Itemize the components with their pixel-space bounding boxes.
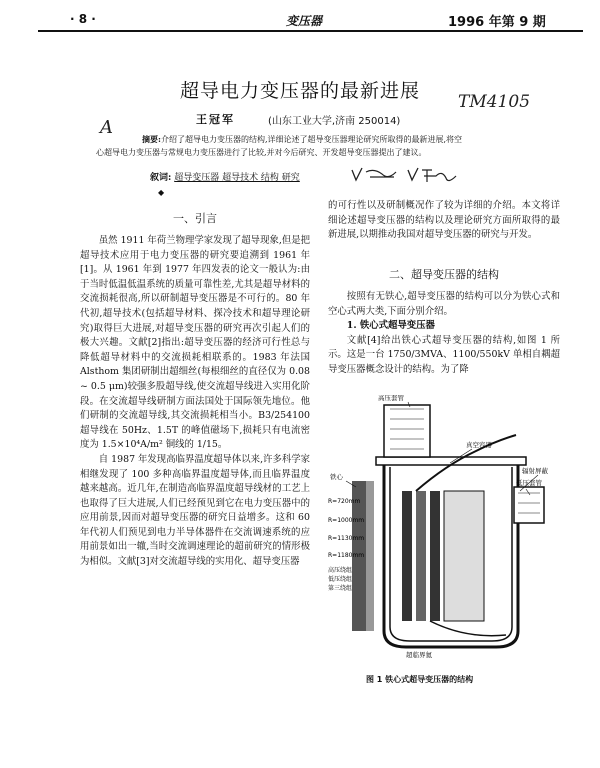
label-hv-bushing: 高压套管 (378, 395, 404, 402)
catalog-handwriting: TM4105 (458, 92, 531, 112)
abstract-text-1: 介绍了超导电力变压器的结构,详细论述了超导变压器理论研究所取得的最新进展,将空 (160, 135, 463, 144)
section2-paragraph-1: 按照有无铁心,超导变压器的结构可以分为铁心式和空心式两大类,下面分别介绍。 (328, 291, 560, 317)
winding-middle (416, 491, 426, 621)
abstract-block (96, 133, 546, 159)
figure-caption: 图 1 铁心式超导变压器的结构 (366, 675, 474, 684)
abstract-text-2: 心超导电力变压器与常规电力变压器进行了比较,并对今后研究、开发超导变压器提出了建议。 (96, 148, 427, 157)
header-rule (38, 30, 583, 32)
label-r1: R=720mm (328, 498, 361, 505)
journal-name: 变压器 (286, 14, 323, 28)
keywords-line (150, 170, 300, 183)
label-r4: R=1180mm (328, 552, 365, 559)
abstract-label: 摘要: (142, 134, 161, 144)
page-number: · 8 · (70, 12, 96, 26)
label-r2: R=1000mm (328, 517, 365, 524)
section2-paragraph-2: 文献[4]给出铁心式超导变压器的结构,如图 1 所示。这是一台 1750/3MVA、1100/550kV 单相自耦超导变压器概念设计的结构。为了降 (328, 334, 560, 375)
lv-bushing-shape (514, 487, 544, 523)
label-radiation: 辐射屏蔽 (522, 467, 548, 475)
left-column (80, 234, 310, 570)
label-lv-winding: 低压绕组 (328, 576, 353, 583)
keywords-text: 超导变压器 超导技术 结构 研究 (174, 173, 300, 183)
label-third-winding: 第三绕组 (328, 585, 353, 592)
keyword-handwriting (300, 162, 470, 188)
issue-label: 1996 年第 9 期 (448, 15, 546, 30)
keywords-label: 叙词: (150, 173, 172, 183)
label-lv-bushing: 低压套管 (516, 479, 542, 487)
label-helium: 超临界氦 (406, 651, 432, 659)
right-intro-paragraph: 的可行性以及研制概况作了较为详细的介绍。本文将详细论述超导变压器的结构以及理论研究方面所取得的最新进展,以期推动我国对超导变压器的研究与开发。 (328, 200, 560, 241)
section2-heading: 二、超导变压器的结构 (389, 268, 499, 281)
author-affiliation: (山东工业大学,济南 250014) (268, 116, 401, 127)
core-center (366, 481, 374, 631)
section1-heading: 一、引言 (173, 212, 217, 225)
helium-region (444, 491, 484, 621)
right-column-body (328, 290, 560, 378)
label-core: 铁心 (330, 473, 343, 481)
bottom-lead (430, 621, 506, 636)
label-vacuum: 真空容器 (466, 441, 492, 449)
label-r3: R=1130mm (328, 535, 365, 542)
label-hv-winding: 高压绕组 (328, 567, 353, 574)
section2-subheading: 1. 铁心式超导变压器 (346, 320, 435, 332)
author-name: 王冠军 (196, 113, 235, 126)
section1-paragraph-1: 虽然 1911 年荷兰物理学家发现了超导现象,但是把超导技术应用于电力变压器的研究要追溯到 1961 年[1]。从 1961 年到 1977 年四发表的论文一般认为:由于当时低温低温系统的质量可靠性差,尤其是超导材料的交流损耗很高,所以研制超导变压器是不可行的。80 年代初,超导技术(包括超导材料、探冷技术和超导理论研究)取得巨大进展,对超导变压器的研究再次引起人们的极大兴趣。文献[2]指出:超导变压器的经济可行性总与降低超导材料中的交流损耗相联系的。1983 年法国 Alsthom 集团研制出超细丝(每根细丝的直径仅为 0.08 ~ 0.5 μm)较强多股超导线,使交流超导线进入实用化阶段。在交流超导线研制方面法国处于国际领先地位。他们研制的交流超导线,其交流损耗相当小。B3/254100 超导线在 50Hz、1.5T 的峰值磁场下,损耗只有电流密度为 1.5×10⁴A/m² 铜线的 1/15。 (80, 235, 310, 451)
transformer-figure (326, 395, 562, 665)
paper-title: 超导电力变压器的最新进展 (179, 80, 420, 102)
right-column-intro (328, 199, 560, 243)
winding-outer (402, 491, 412, 621)
section1-paragraph-2: 自 1987 年发现高临界温度超导体以来,许多科学家相继发现了 100 多种高临界温度超导体,而且临界温度越来越高。近几年,在制造高临界温度超导线材的工艺上也取得了巨大进展,人们已经预见到它在电力变压器中的应用前景,因而对超导变压器的研究日益增多。这和 60 年代初人们预见到电力半导体器件在交流调速系统的应用前景如出一辙,当时交流调速理论的超前研究的情形极为相似。文献[3]对交流超导线的实用化、超导变压器 (80, 453, 310, 568)
margin-letter: A (100, 117, 113, 138)
bullet-mark: ◆ (158, 188, 165, 197)
winding-inner (430, 491, 440, 621)
